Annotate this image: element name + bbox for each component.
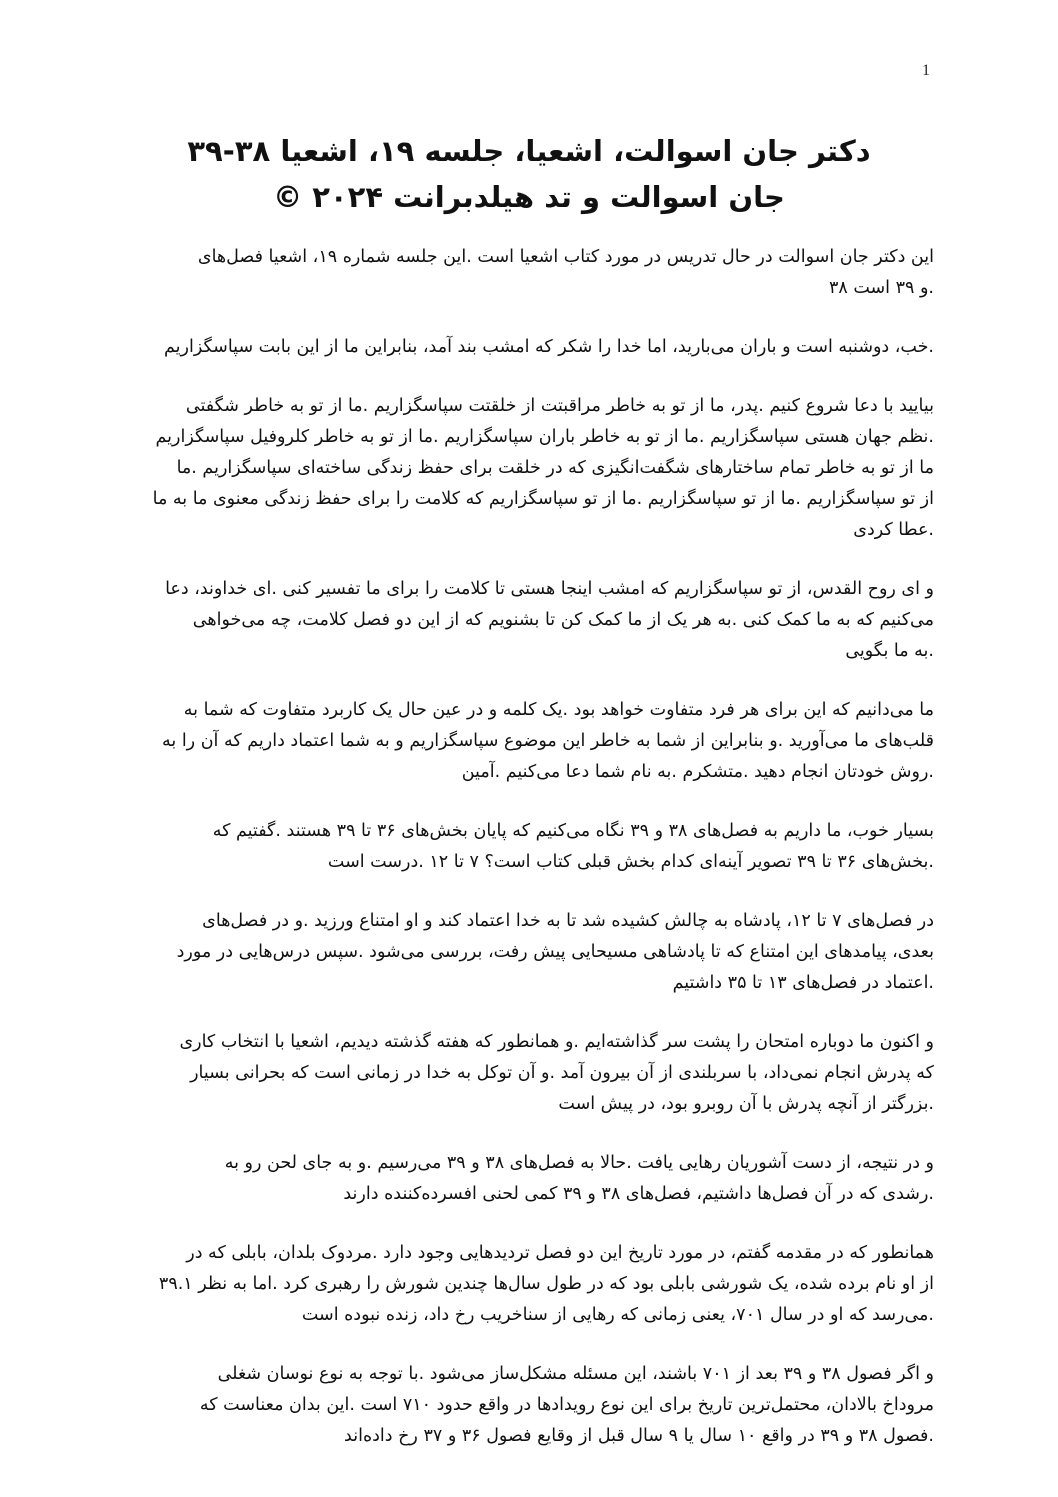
text-line: بسیار خوب، ما داریم به فصل‌های ۳۸ و ۳۹ نگاه می‌کنیم که پایان بخش‌های ۳۶ تا ۳۹ هستند .گفتیم که bbox=[212, 821, 934, 841]
text-line: .روش خودتان انجام دهید .متشکرم .به نام شما دعا می‌کنیم .آمین bbox=[461, 762, 934, 782]
text-line: می‌کنیم که به ما کمک کنی .به هر یک از ما کمک کن تا بشنویم که از این دو فصل کلامت، چه می‌خواهی bbox=[192, 610, 934, 630]
page-number: 1 bbox=[922, 62, 930, 79]
text-line: و اگر فصول ۳۸ و ۳۹ بعد از ۷۰۱ باشند، این مسئله مشکل‌ساز می‌شود .با توجه به نوع نوسان شغلی bbox=[217, 1364, 934, 1384]
text-line: .و ۳۹ است ۳۸ bbox=[828, 278, 934, 298]
text-line: .خب، دوشنبه است و باران می‌بارید، اما خدا را شکر که امشب بند آمد، بنابراین ما از این بابت سپاسگزاریم bbox=[164, 337, 934, 357]
text-line: و ای روح القدس، از تو سپاسگزاریم که امشب اینجا هستی تا کلامت را برای ما تفسیر کنی .ای خداوند، دعا bbox=[165, 579, 934, 599]
text-line: .فصول ۳۸ و ۳۹ در واقع ۱۰ سال یا ۹ سال قبل از وقایع فصول ۳۶ و ۳۷ رخ داده‌اند bbox=[344, 1426, 934, 1446]
text-line: .عطا کردی bbox=[853, 520, 934, 540]
text-line: و اکنون ما دوباره امتحان را پشت سر گذاشته‌ایم .و همانطور که هفته گذشته دیدیم، اشعیا با انتخاب کاری bbox=[179, 1032, 934, 1052]
text-line: ما از تو به خاطر تمام ساختارهای شگفت‌انگیزی که در خلقت برای حفظ زندگی ساخته‌ای سپاسگزاریم .ما bbox=[176, 458, 934, 478]
paragraph-8 bbox=[126, 1027, 934, 1120]
document-title bbox=[120, 128, 938, 220]
text-line: .به ما بگویی bbox=[845, 641, 934, 661]
document-body bbox=[126, 242, 934, 1480]
text-line: بعدی، پیامدهای این امتناع که تا پادشاهی مسیحایی پیش رفت، بررسی می‌شود .سپس درس‌هایی در مورد bbox=[176, 942, 934, 962]
text-line: همانطور که در مقدمه گفتم، در مورد تاریخ این دو فصل تردیدهایی وجود دارد .مردوک بلدان، بابلی که در bbox=[186, 1243, 934, 1263]
text-line: قلب‌های ما می‌آورید .و بنابراین از شما به خاطر این موضوع سپاسگزاریم و به شما اعتماد داریم که آن را به bbox=[162, 731, 934, 751]
text-line: بیایید با دعا شروع کنیم .پدر، ما از تو به خاطر مراقبتت از خلقتت سپاسگزاریم .ما از تو به خاطر شگفتی bbox=[185, 396, 934, 416]
text-line: .رشدی که در آن فصل‌ها داشتیم، فصل‌های ۳۸ و ۳۹ کمی لحنی افسرده‌کننده دارند bbox=[343, 1184, 934, 1204]
text-line: .بخش‌های ۳۶ تا ۳۹ تصویر آینه‌ای کدام بخش قبلی کتاب است؟ ۷ تا ۱۲ .درست است bbox=[327, 852, 934, 872]
paragraph-2 bbox=[126, 332, 934, 363]
text-line: .بزرگتر از آنچه پدرش با آن روبرو بود، در پیش است bbox=[558, 1094, 934, 1114]
text-line: از او نام برده شده، یک شورشی بابلی بود که در طول سال‌ها چندین شورش را رهبری کرد .اما به نظر ۳۹.۱ bbox=[158, 1274, 934, 1294]
paragraph-9 bbox=[126, 1148, 934, 1210]
title-line-1: دکتر جان اسوالت، اشعیا، جلسه ۱۹، اشعیا ۳۸-۳۹ bbox=[187, 134, 871, 168]
text-line: از تو سپاسگزاریم .ما از تو سپاسگزاریم .ما از تو سپاسگزاریم که کلامت را برای حفظ زندگی معنوی ما به ما bbox=[152, 489, 934, 509]
paragraph-3 bbox=[126, 391, 934, 546]
paragraph-4 bbox=[126, 574, 934, 667]
text-line: ما می‌دانیم که این برای هر فرد متفاوت خواهد بود .یک کلمه و در عین حال یک کاربرد متفاوت که شما به bbox=[183, 700, 934, 720]
text-line: که پدرش انجام نمی‌داد، با سربلندی از آن بیرون آمد .و آن توکل به خدا در زمانی است که بحرانی بسیار bbox=[190, 1063, 934, 1083]
text-line: در فصل‌های ۷ تا ۱۲، پادشاه به چالش کشیده شد تا به خدا اعتماد کند و او امتناع ورزید .و در فصل‌های bbox=[202, 911, 934, 931]
paragraph-1 bbox=[126, 242, 934, 304]
paragraph-7 bbox=[126, 906, 934, 999]
text-line: .اعتماد در فصل‌های ۱۳ تا ۳۵ داشتیم bbox=[672, 973, 934, 993]
text-line: این دکتر جان اسوالت در حال تدریس در مورد کتاب اشعیا است .این جلسه شماره ۱۹، اشعیا فصل‌های bbox=[197, 247, 934, 267]
title-line-2: جان اسوالت و تد هیلدبرانت ۲۰۲۴ © bbox=[273, 180, 785, 214]
paragraph-6 bbox=[126, 816, 934, 878]
text-line: و در نتیجه، از دست آشوریان رهایی یافت .حالا به فصل‌های ۳۸ و ۳۹ می‌رسیم .و به جای لحن رو به bbox=[224, 1153, 934, 1173]
paragraph-11 bbox=[126, 1359, 934, 1452]
text-line: مروداخ بالادان، محتمل‌ترین تاریخ برای این نوع رویدادها در واقع حدود ۷۱۰ است .این بدان معناست که bbox=[199, 1395, 934, 1415]
text-line: .نظم جهان هستی سپاسگزاریم .ما از تو به خاطر باران سپاسگزاریم .ما از تو به خاطر کلروفیل سپاسگزاریم bbox=[155, 427, 934, 447]
paragraph-10 bbox=[126, 1238, 934, 1331]
text-line: .می‌رسد که او در سال ۷۰۱، یعنی زمانی که رهایی از سناخریب رخ داد، زنده نبوده است bbox=[301, 1305, 934, 1325]
paragraph-5 bbox=[126, 695, 934, 788]
